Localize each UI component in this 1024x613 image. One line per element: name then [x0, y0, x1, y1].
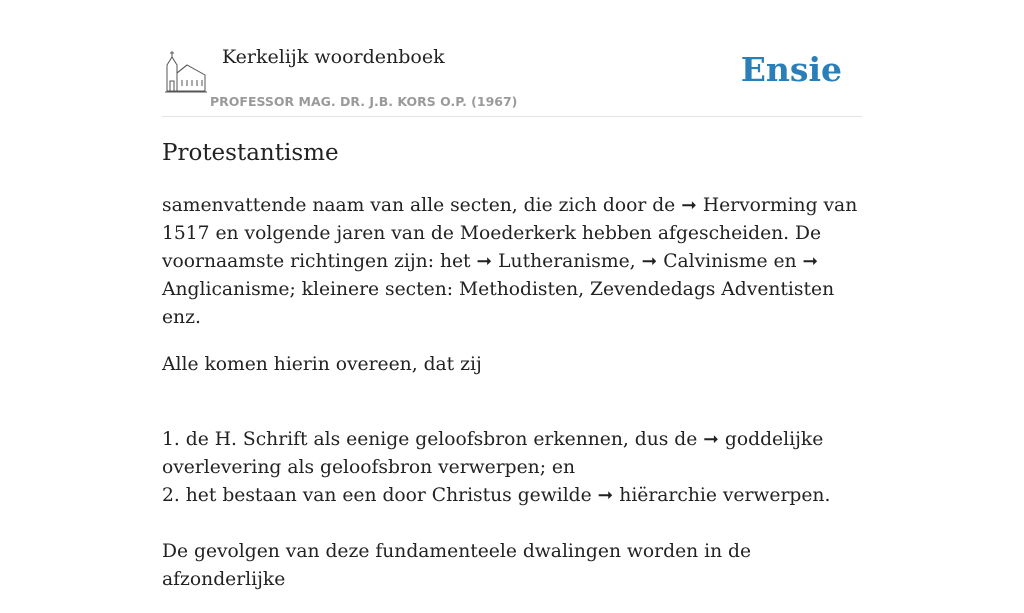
- paragraph-consequences: De gevolgen van deze fundamenteele dwalingen worden in de afzonderlijke: [162, 541, 752, 590]
- list-item-1: [162, 426, 862, 482]
- brand-logo[interactable]: Ensie: [740, 50, 842, 89]
- link-goddelijke-overlevering[interactable]: goddelijke overlevering: [162, 429, 824, 478]
- entry-title: Protestantisme: [162, 140, 339, 166]
- text-span: van 1517 en volgende jaren van de Moederkerk hebben afgescheiden. De voornaamste richtingen zijn: het: [162, 195, 858, 272]
- arrow-right-icon: ➞: [703, 429, 719, 450]
- arrow-right-icon: ➞: [476, 251, 493, 272]
- text-span: 2. het bestaan van een door Christus gewilde: [162, 485, 592, 506]
- text-span: ,: [629, 251, 636, 272]
- text-span: samenvattende naam van alle secten, die zich door de: [162, 195, 676, 216]
- link-hervorming[interactable]: Hervorming: [702, 195, 818, 216]
- entry-body: [162, 192, 862, 613]
- arrow-right-icon: ➞: [681, 195, 697, 216]
- arrow-right-icon: ➞: [597, 485, 614, 506]
- author-credit: PROFESSOR MAG. DR. J.B. KORS O.P. (1967): [210, 94, 518, 109]
- list-item-2: [162, 482, 862, 510]
- arrow-right-icon: ➞: [802, 251, 819, 272]
- book-title[interactable]: Kerkelijk woordenboek: [222, 46, 445, 68]
- paragraph-definition: [162, 192, 862, 332]
- link-lutheranisme[interactable]: Lutheranisme: [498, 251, 630, 272]
- church-icon[interactable]: [165, 49, 207, 95]
- text-span: als geloofsbron verwerpen; en: [287, 457, 576, 478]
- text-span: en: [773, 251, 797, 272]
- link-calvinisme[interactable]: Calvinisme: [663, 251, 768, 272]
- text-span: verwerpen.: [722, 485, 831, 506]
- link-anglicanisme[interactable]: Anglicanisme: [162, 279, 290, 300]
- text-span: 1. de H. Schrift als eenige geloofsbron erkennen, dus de: [162, 429, 698, 450]
- paragraph-intro: Alle komen hierin overeen, dat zij: [162, 354, 482, 375]
- text-span: ; kleinere secten: Methodisten, Zevendedags Adventisten enz.: [162, 279, 835, 328]
- arrow-right-icon: ➞: [641, 251, 658, 272]
- site-header: [162, 0, 862, 117]
- page: [162, 0, 862, 590]
- link-hierarchie[interactable]: hiërarchie: [619, 485, 717, 506]
